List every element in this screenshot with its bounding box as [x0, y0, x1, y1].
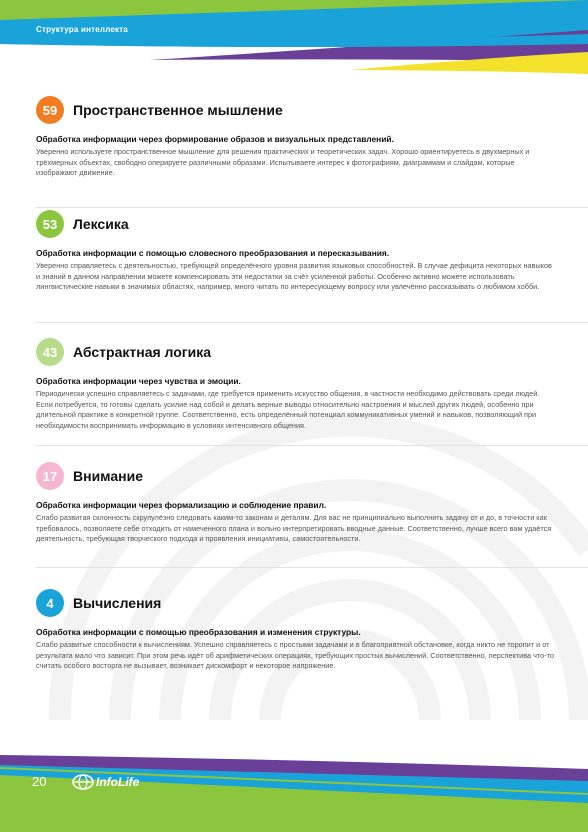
section-body: Уверенно справляетесь с деятельностью, требующей определённого уровня развития языковых способностей. В случае дефицита некоторых навыков и знаний в данном направлении можете компенсировать эти недостатки за счёт усиленной работы. Особенно активно можете использовать лингвистические навыки в значимых областях, например, много читать по интересующему вопросу или увлечённо рассказывать о любимом хобби. [36, 261, 552, 292]
page-number: 20 [32, 774, 47, 789]
section-subtitle: Обработка информации с помощью преобразования и изменения структуры. [36, 627, 361, 637]
section-title: Внимание [73, 468, 143, 484]
score-badge: 53 [36, 210, 64, 238]
section-body: Слабо развитые способности к вычислениям. Успешно справляетесь с простыми задачами и в благоприятной обстановке, когда никто не торопит и от результата мало что зависит. При этом речь идёт об арифметических операциях, требующих простых вычислений. Соответственно, перспектива что-то считать особого восторга не вызывает, возникает дискомфорт и некоторое напряжение. [36, 640, 554, 671]
logo-text: InfoLife [96, 775, 140, 789]
section-subtitle: Обработка информации через формирование образов и визуальных представлений. [36, 134, 394, 144]
section-vocabulary [36, 209, 554, 293]
section-title: Абстрактная логика [73, 344, 212, 360]
section-body: Слабо развитая склонность скрупулёзно следовать каким-то законам и деталям. Для вас не принципиально выполнить задачу от и до, в точности как требовалось, позволяете себе отходить от намеченного плана и вольно интерпретировать вводные данные. Соответственно, лучше всего вам удаётся деятельность, требующая творческого подхода и проявления инициативы, самостоятельности. [36, 513, 552, 544]
section-header [36, 337, 554, 367]
infolife-logo [72, 772, 139, 792]
section-title: Лексика [73, 216, 129, 232]
header-band [0, 0, 588, 80]
score-badge: 43 [36, 338, 64, 366]
section-spatial-thinking [36, 95, 554, 179]
section-abstract-logic [36, 337, 554, 431]
section-title: Вычисления [73, 595, 162, 611]
section-header [36, 95, 554, 125]
footer-band [0, 755, 588, 832]
section-title: Пространственное мышление [73, 102, 283, 118]
divider [36, 322, 588, 323]
section-attention [36, 461, 554, 545]
section-subtitle: Обработка информации через формализацию и соблюдение правил. [36, 500, 327, 510]
section-header [36, 461, 554, 491]
section-subtitle: Обработка информации с помощью словесного преобразования и пересказывания. [36, 248, 390, 258]
divider [36, 567, 588, 568]
divider [36, 445, 588, 446]
section-calculations [36, 588, 554, 672]
score-badge: 17 [36, 462, 64, 490]
section-header [36, 588, 554, 618]
logo-globe-icon [72, 774, 94, 790]
section-subtitle: Обработка информации через чувства и эмоции. [36, 376, 241, 386]
section-header [36, 209, 554, 239]
header-title: Структура интеллекта [36, 25, 128, 34]
score-badge: 4 [36, 589, 64, 617]
section-body: Периодически успешно справляетесь с задачами, где требуется применить искусство общения, в частности необходимо действовать среди людей. Если потребуется, то готовы сделать усилие над собой и делать верные выводы относительно настроения и мыслей других людей, особенно при длительной практике в конкретной группе. Соответственно, есть определённый потенциал коммуникативных умений и навыков, позволяющий при необходимости воспринимать информацию в условиях интенсивного общения. [36, 389, 540, 430]
score-badge: 59 [36, 96, 64, 124]
section-body: Уверенно используете пространственное мышление для решения практических и теоретических задач. Хорошо ориентируетесь в двухмерных и трёхмерных объектах, свободно оперируете различными образами. Испытываете интерес к фотографиям, диаграммам и слайдам, которые изображают движение. [36, 147, 530, 178]
divider [36, 207, 588, 208]
